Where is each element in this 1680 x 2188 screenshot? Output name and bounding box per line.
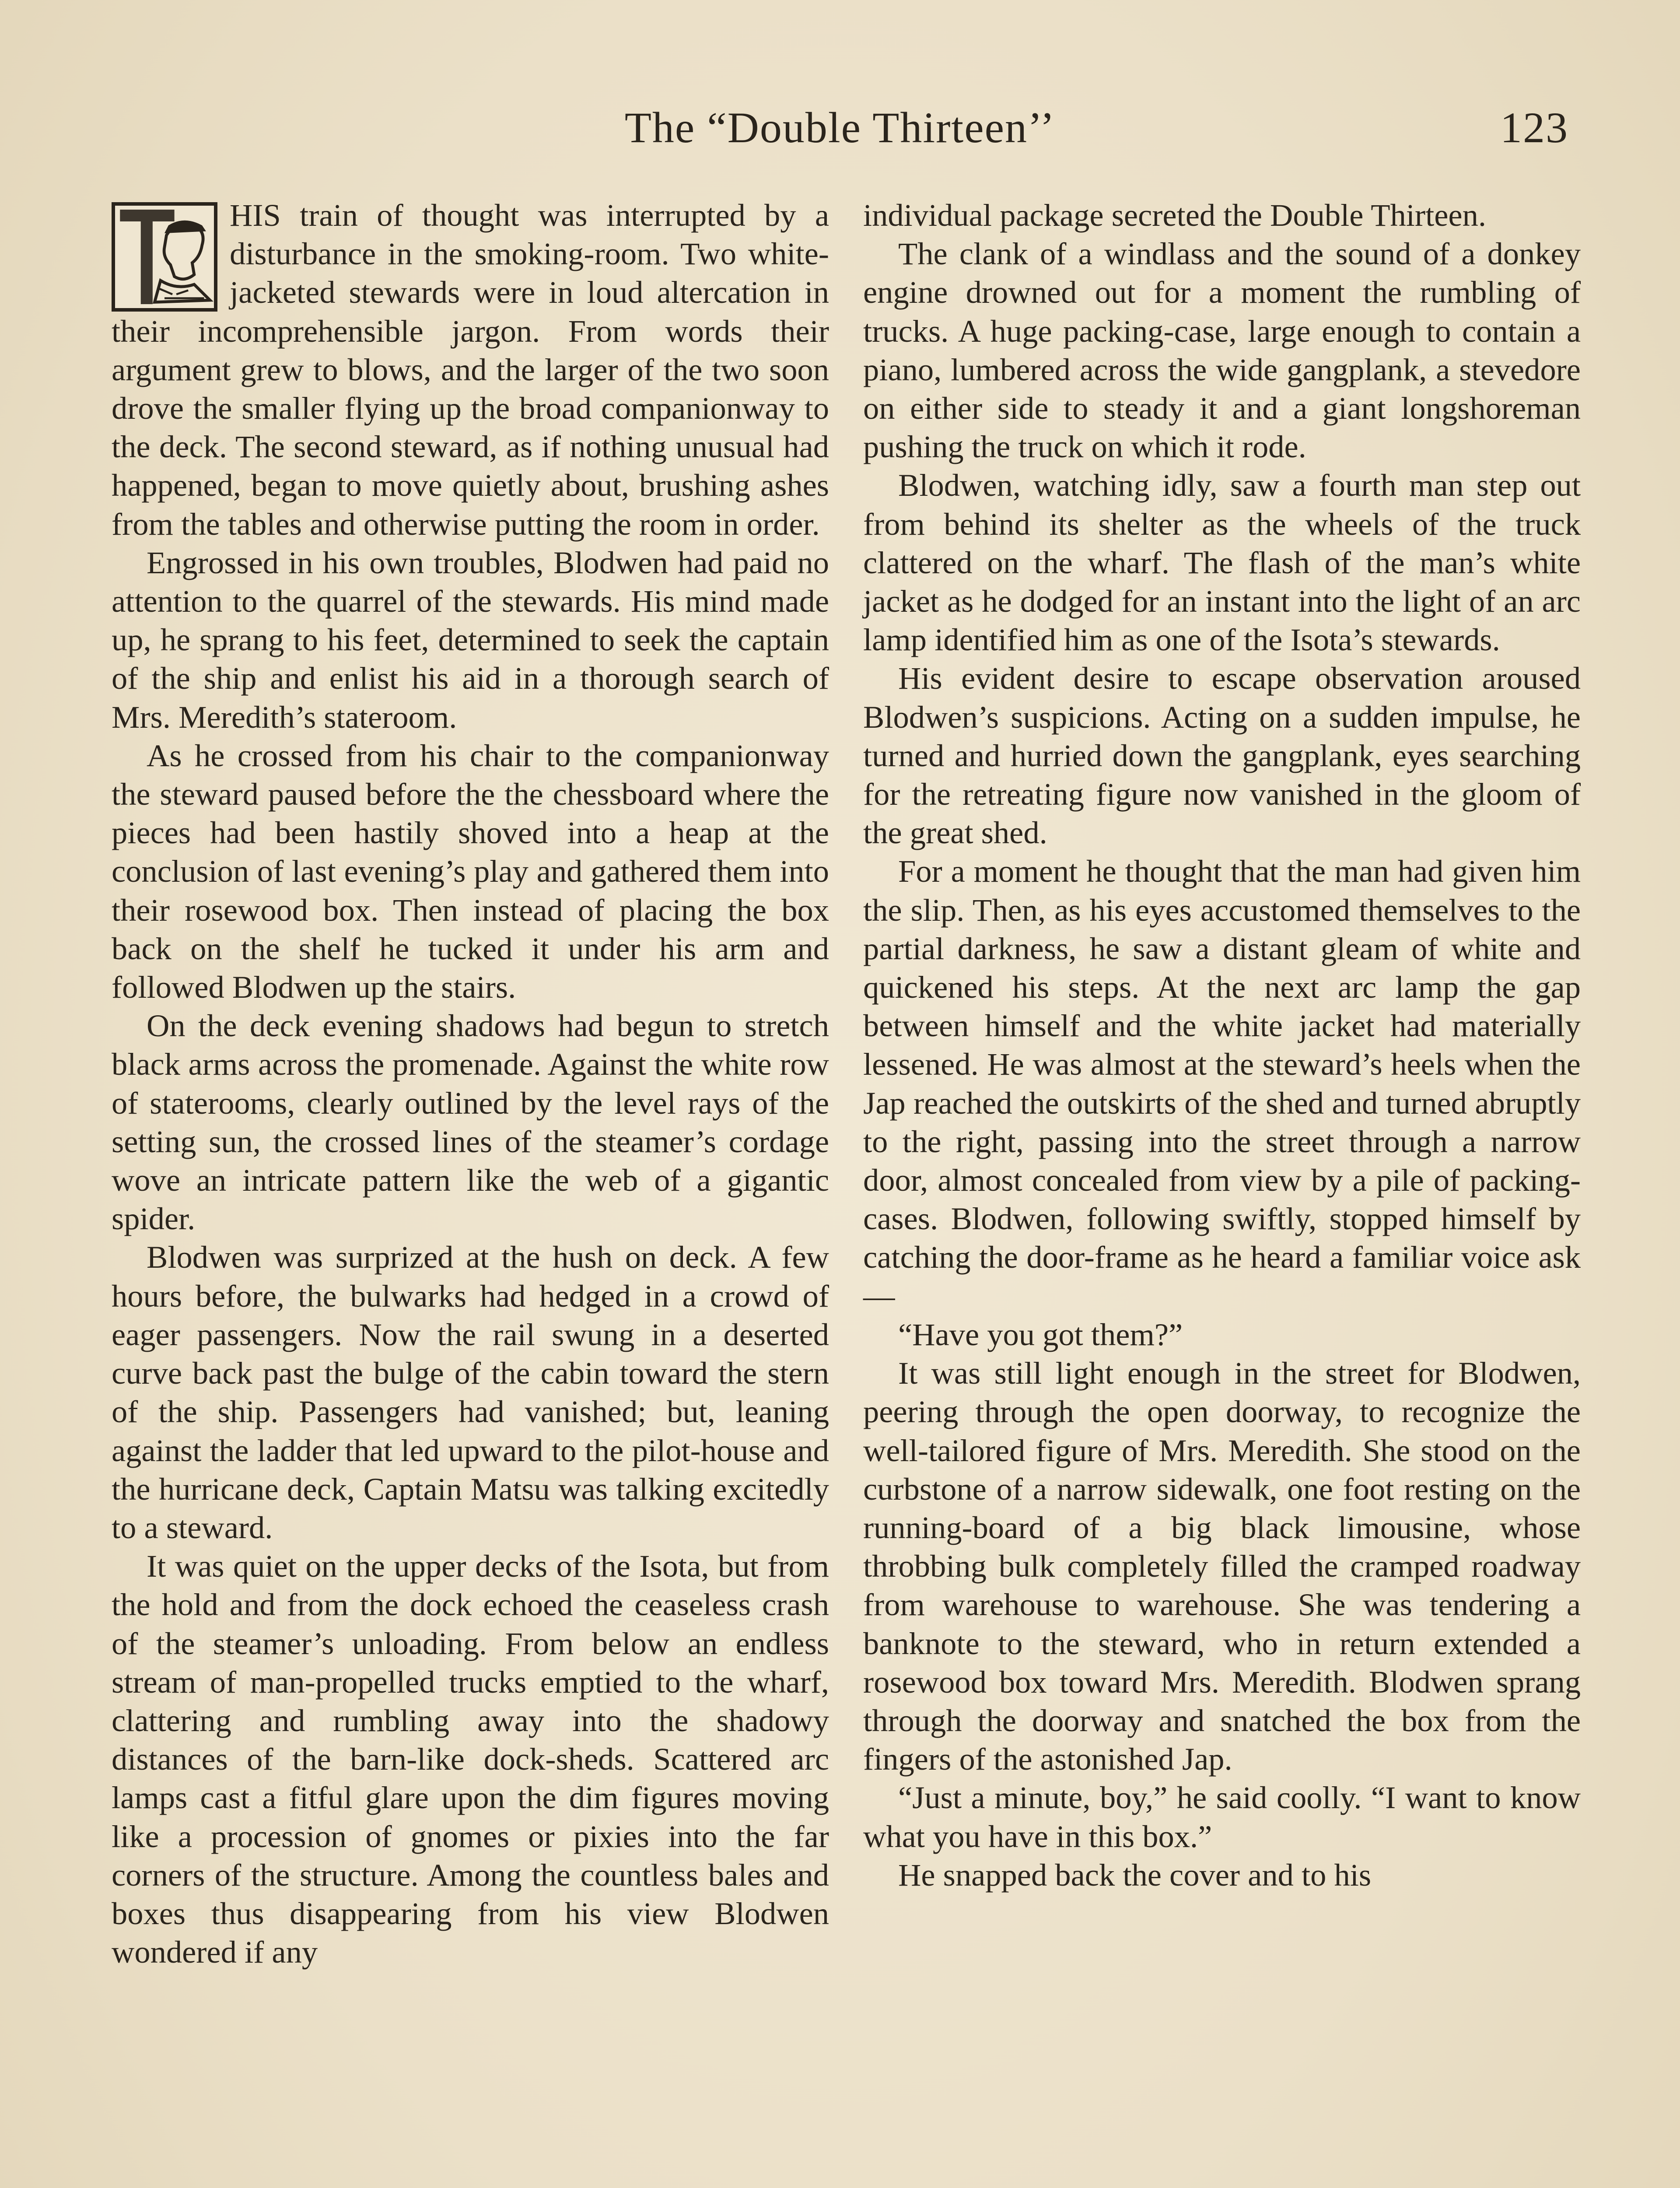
paragraph: Engrossed in his own troubles, Blodwen had paid no attention to the quarrel of the stewards. His mind made up, he sprang to his feet, determined to seek the captain of the ship and enlist his aid in a thorough search of Mrs. Meredith’s stateroom. <box>112 544 829 735</box>
paragraph: It was still light enough in the street for Blodwen, peering through the open doorway, to recognize the well-tailored figure of Mrs. Meredith. She stood on the curbstone of a narrow sidewalk, one foot resting on the running-board of a big black limousine, whose throbbing bulk completely filled the cramped roadway from warehouse to warehouse. She was tendering a banknote to the steward, who in return extended a rosewood box toward Mrs. Meredith. Blodwen sprang through the doorway and snatched the box from the fingers of the astonished Jap. <box>863 1355 1581 1777</box>
right-column <box>863 196 1581 1894</box>
paragraph: His evident desire to escape observation aroused Blodwen’s suspicions. Acting on a sudden impulse, he turned and hurried down the gangplank, eyes searching for the retreating figure now vanished in the gloom of the great shed. <box>863 660 1581 851</box>
paragraph: For a moment he thought that the man had given him the slip. Then, as his eyes accustomed themselves to the partial darkness, he saw a distant gleam of white and quickened his steps. At the next arc lamp the gap between himself and the white jacket had materially lessened. He was almost at the steward’s heels when the Jap reached the outskirts of the shed and turned abruptly to the right, passing into the street through a narrow door, almost concealed from view by a pile of packing-cases. Blodwen, following swiftly, stopped himself by catching the door-frame as he heard a familiar voice ask— <box>863 853 1581 1314</box>
dropcap-illustration <box>112 202 217 312</box>
paragraph: Blodwen was surprized at the hush on deck. A few hours before, the bulwarks had hedged in a crowd of eager passengers. Now the rail swung in a deserted curve back past the bulge of the cabin toward the stern of the ship. Passengers had vanished; but, leaning against the ladder that led upward to the pilot-house and the hurricane deck, Captain Matsu was talking excitedly to a steward. <box>112 1239 829 1545</box>
paragraph: individual package secreted the Double Thirteen. <box>863 197 1486 233</box>
paragraph <box>112 196 829 543</box>
paragraph: Blodwen, watching idly, saw a fourth man step out from behind its shelter as the wheels of the truck clattered on the wharf. The flash of the man’s white jacket as he dodged for an instant into the light of an arc lamp identified him as one of the Isota’s stewards. <box>863 467 1581 658</box>
paragraph: On the deck evening shadows had begun to stretch black arms across the promenade. Against the white row of staterooms, clearly outlined by the level rays of the setting sun, the crossed lines of the steamer’s cordage wove an intricate pattern like the web of a gigantic spider. <box>112 1008 829 1237</box>
paragraph: As he crossed from his chair to the companionway the steward paused before the the chessboard where the pieces had been hastily shoved into a heap at the conclusion of last evening’s play and gathered them into their rosewood box. Then instead of placing the box back on the shelf he tucked it under his arm and followed Blodwen up the stairs. <box>112 737 829 1005</box>
page-header <box>112 97 1568 158</box>
page-number: 123 <box>1500 103 1568 152</box>
left-column <box>112 196 829 1971</box>
paragraph: “Just a minute, boy,” he said coolly. “I want to know what you have in this box.” <box>863 1780 1581 1854</box>
portrait-icon <box>115 206 214 308</box>
paragraph: The clank of a windlass and the sound of a donkey engine drowned out for a moment the rumbling of trucks. A huge packing-case, large enough to contain a piano, lumbered across the wide gangplank, a stevedore on either side to steady it and a giant longshoreman pushing the truck on which it rode. <box>863 236 1581 465</box>
running-head: The “Double Thirteen’’ <box>624 103 1056 152</box>
paragraph: It was quiet on the upper decks of the Isota, but from the hold and from the dock echoed the ceaseless crash of the steamer’s unloading. From below an endless stream of man-propelled trucks emptied to the wharf, clattering and rumbling away into the shadowy distances of the barn-like dock-sheds. Scattered arc lamps cast a fitful glare upon the dim figures moving like a procession of gnomes or pixies into the far corners of the structure. Among the countless bales and boxes thus disappearing from his view Blodwen wondered if any <box>112 1548 829 1970</box>
paragraph: “Have you got them?” <box>898 1316 1183 1352</box>
dropcap-paragraph-text: HIS train of thought was interrupted by a disturbance in the smoking-room. Two white-jacketed stewards were in loud altercation in their incomprehensible jargon. From words their argument grew to blows, and the larger of the two soon drove the smaller flying up the broad companionway to the deck. The second steward, as if nothing unusual had happened, began to move quietly about, brushing ashes from the tables and otherwise putting the room in order. <box>112 197 829 542</box>
paragraph: He snapped back the cover and to his <box>898 1857 1372 1893</box>
